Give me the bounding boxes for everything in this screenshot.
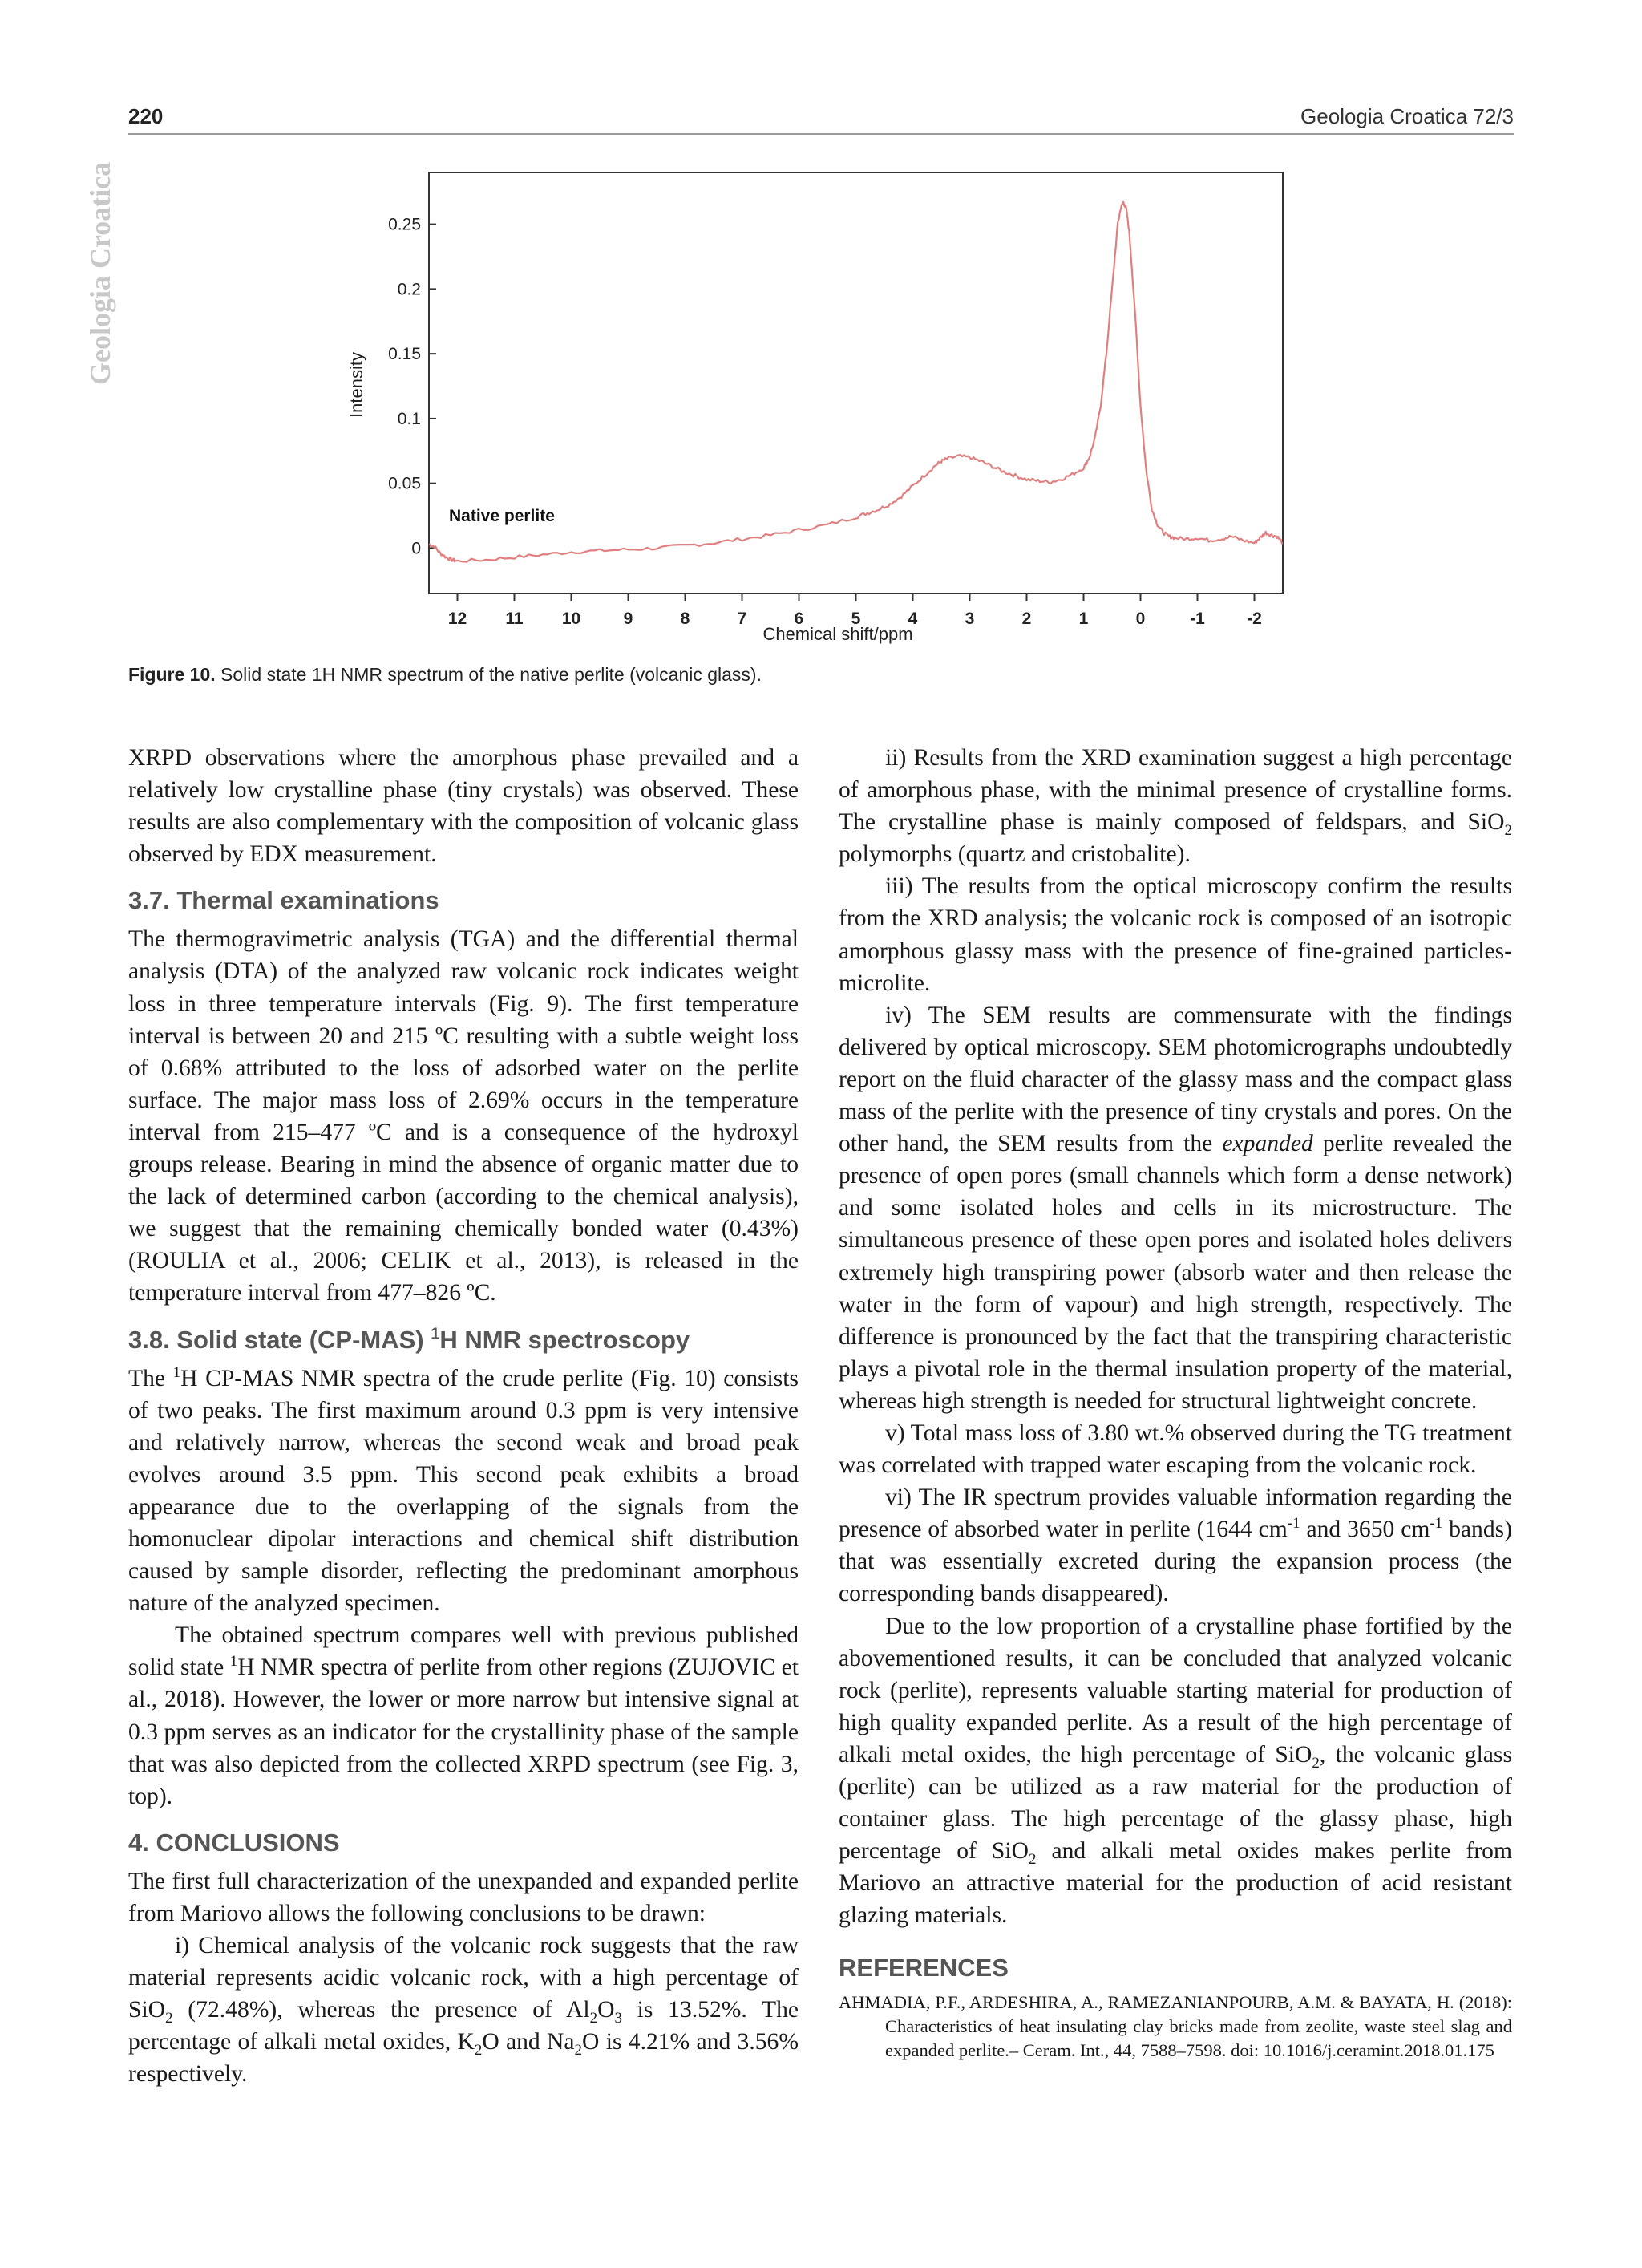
text-run: O is 4.21% and 3.56% respectively. (128, 2029, 799, 2088)
heading-conclusions: 4. CONCLUSIONS (128, 1828, 340, 1857)
subscript: 2 (1312, 1754, 1320, 1772)
header-rule (128, 133, 1514, 135)
x-tick-label: 7 (737, 610, 747, 628)
text-run: H NMR spectra of perlite from other regions (ZUJOVIC et al., 2018). However, the lower or more narrow but intensive signal at 0.3 ppm serves as an indicator for the crystallinity phase of the sample that was also depicted from the collected XRPD spectrum (see Fig. 3, top). (128, 1654, 799, 1809)
x-axis-ticks (448, 593, 1262, 628)
paragraph-conclusion-ii (839, 742, 1512, 870)
x-tick-label: 6 (794, 610, 804, 628)
y-tick-label: 0.05 (388, 474, 421, 493)
text-run: (72.48%), whereas the presence of Al (172, 1997, 590, 2023)
subscript: 2 (1504, 822, 1512, 840)
journal-title: Geologia Croatica 72/3 (1300, 104, 1514, 128)
superscript: 1 (229, 1653, 238, 1671)
heading-nmr-sup: 1 (431, 1325, 440, 1343)
figure-caption-label: Figure 10. (128, 664, 216, 685)
subscript: 2 (474, 2042, 483, 2059)
y-axis-label: Intensity (346, 352, 366, 418)
x-tick-label: 11 (505, 610, 524, 628)
heading-nmr-text-a: 3.8. Solid state (CP-MAS) (128, 1325, 431, 1354)
text-run: Due to the low proportion of a crystalline phase fortified by the abovementioned results, it can be concluded that analyzed volcanic rock (perlite), represents valuable starting material for production of high quality expanded perlite. As a result of the high percentage of alkali metal oxides, the high percentage of SiO (839, 1613, 1512, 1768)
superscript: -1 (1287, 1515, 1300, 1533)
side-watermark (79, 161, 116, 399)
figure-caption (128, 664, 762, 686)
subscript: 2 (574, 2042, 583, 2059)
text-run: perlite revealed the presence of open pores (small channels which form a dense network) and some isolated holes and cells in its microstructure. The simultaneous presence of these open pores and isolated holes delivers extremely high transpiring power (absorb water and then release the water in the form of vapour) and high strength, respectively. The difference is pronounced by the fact that the transpiring characteristic plays a pivotal role in the thermal insulation property of the material, whereas high strength is needed for structural lightweight concrete. (839, 1131, 1512, 1414)
x-tick-label: 1 (1078, 610, 1089, 628)
heading-nmr-text-b: H NMR spectroscopy (439, 1325, 690, 1354)
paragraph-conclusion-v: v) Total mass loss of 3.80 wt.% observed during the TG treatment was correlated with trapped water escaping from the volcanic rock. (839, 1420, 1512, 1479)
superscript: 1 (172, 1363, 181, 1381)
text-run: and 3650 cm (1300, 1517, 1430, 1543)
text-run: bands) that was essentially excreted during the expansion process (the corresponding bands disappeared). (839, 1517, 1512, 1607)
text-run: ii) Results from the XRD examination suggest a high percentage of amorphous phase, with the minimal presence of crystalline forms. The crystalline phase is mainly composed of feldspars, and SiO (839, 745, 1512, 836)
text-run: The (128, 1365, 173, 1391)
text-run: and alkali metal oxides makes perlite from Mariovo an attractive material for the production of acid resistant glazing materials. (839, 1838, 1512, 1929)
text-run: polymorphs (quartz and cristobalite). (839, 841, 1191, 868)
x-tick-label: 5 (851, 610, 861, 628)
text-run: i) Chemical analysis of the volcanic rock suggests that the raw material represents acidic volcanic rock, with a high percentage of SiO (128, 1933, 799, 2023)
x-tick-label: 12 (447, 610, 467, 628)
paragraph-conclusions-intro: The first full characterization of the unexpanded and expanded perlite from Mariovo allows the following conclusions to be drawn: (128, 1868, 799, 1926)
page-number: 220 (128, 104, 164, 128)
text-run: O and Na (482, 2029, 575, 2055)
left-column (128, 742, 799, 2090)
x-tick-label: 9 (623, 610, 633, 628)
y-tick-label: 0 (411, 539, 421, 558)
x-tick-label: 0 (1135, 610, 1146, 628)
y-tick-label: 0.15 (388, 345, 421, 364)
x-tick-label: 4 (908, 610, 918, 628)
right-column (839, 742, 1512, 2063)
paragraph-conclusion-i (128, 1930, 799, 2090)
spectrum-line (429, 202, 1283, 562)
y-tick-label: 0.2 (397, 280, 421, 299)
text-run: iv) The SEM results are commensurate with the findings delivered by optical microscopy. SEM photomicrographs undoubtedly report on the fluid character of the glassy mass and the compact glass mass of the perlite with the presence of tiny crystals and pores. On the other hand, the SEM results from the (839, 1002, 1512, 1157)
paragraph-nmr-2 (128, 1619, 799, 1812)
paragraph-conclusion-iv (839, 999, 1512, 1417)
x-tick-label: 8 (680, 610, 690, 628)
reference-ahmadia: AHMADIA, P.F., ARDESHIRA, A., RAMEZANIANPOURB, A.M. & BAYATA, H. (2018): Characteristics of heat insulating clay bricks made from zeolite, waste steel slag and expanded perlite.– Ceram. Int., 44, 7588–7598. doi: 10.1016/j.ceramint.2018.01.175 (839, 1992, 1512, 2061)
emphasis: expanded (1222, 1131, 1313, 1157)
paragraph-nmr-1 (128, 1363, 799, 1620)
side-watermark-text: Geologia Croatica (84, 161, 116, 385)
paragraph-thermal: The thermogravimetric analysis (TGA) and the differential thermal analysis (DTA) of the analyzed raw volcanic rock indicates weight loss in three temperature intervals (Fig. 9). The first temperature interval is between 20 and 215 ºC resulting with a subtle weight loss of 0.68% attributed to the loss of adsorbed water on the perlite surface. The major mass loss of 2.69% occurs in the temperature interval from 215–477 ºC and is a consequence of the hydroxyl groups release. Bearing in mind the absence of organic matter due to the lack of determined carbon (according to the chemical analysis), we suggest that the remaining chemically bonded water (0.43%) (ROULIA et al., 2006; CELIK et al., 2013), is released in the temperature interval from 477–826 ºC. (128, 926, 799, 1306)
text-run: O (597, 1997, 615, 2023)
paragraph-conclusion-final (839, 1610, 1512, 1932)
annotation-native-perlite: Native perlite (449, 507, 555, 525)
x-tick-label: -1 (1190, 610, 1205, 628)
superscript: -1 (1430, 1515, 1443, 1533)
text-run: is 13.52%. The percentage of alkali metal oxides, K (128, 1997, 799, 2055)
y-tick-label: 0.1 (397, 409, 421, 428)
x-axis-label: Chemical shift/ppm (762, 624, 913, 644)
heading-references: REFERENCES (839, 1954, 1009, 1982)
paragraph-xrpd: XRPD observations where the amorphous phase prevailed and a relatively low crystalline phase (tiny crystals) was observed. These results are also complementary with the composition of volcanic glass observed by EDX measurement. (128, 745, 799, 868)
subscript: 2 (165, 2010, 173, 2027)
figure-caption-text: Solid state 1H NMR spectrum of the native perlite (volcanic glass). (215, 664, 762, 685)
heading-nmr (128, 1324, 799, 1356)
subscript: 2 (589, 2010, 598, 2027)
plot-frame (429, 172, 1283, 593)
y-tick-label: 0.25 (388, 215, 421, 234)
subscript: 2 (1028, 1851, 1037, 1869)
x-tick-label: 2 (1021, 610, 1032, 628)
x-tick-label: 3 (965, 610, 975, 628)
subscript: 3 (614, 2010, 622, 2027)
text-run: vi) The IR spectrum provides valuable information regarding the presence of absorbed water in perlite (1644 cm (839, 1484, 1512, 1543)
text-run: , the volcanic glass (perlite) can be utilized as a raw material for the production of container glass. The high percentage of the glassy phase, high percentage of SiO (839, 1741, 1512, 1865)
nmr-spectrum-chart (337, 160, 1299, 658)
x-tick-label: 10 (561, 610, 581, 628)
text-run: H CP-MAS NMR spectra of the crude perlite (Fig. 10) consists of two peaks. The first maximum around 0.3 ppm is very intensive and relatively narrow, whereas the second weak and broad peak evolves around 3.5 ppm. This second peak exhibits a broad appearance due to the overlapping of the signals from the homonuclear dipolar interactions and chemical shift distribution caused by sample disorder, reflecting the predominant amorphous nature of the analyzed specimen. (128, 1365, 799, 1617)
text-run: The obtained spectrum compares well with previous published solid state (128, 1622, 799, 1681)
paragraph-conclusion-iii: iii) The results from the optical microscopy confirm the results from the XRD analysis; the volcanic rock is composed of an isotropic amorphous glassy mass with the presence of fine-grained particles-microlite. (839, 873, 1512, 996)
x-tick-label: -2 (1247, 610, 1262, 628)
heading-thermal: 3.7. Thermal examinations (128, 886, 439, 915)
paragraph-conclusion-vi (839, 1481, 1512, 1610)
